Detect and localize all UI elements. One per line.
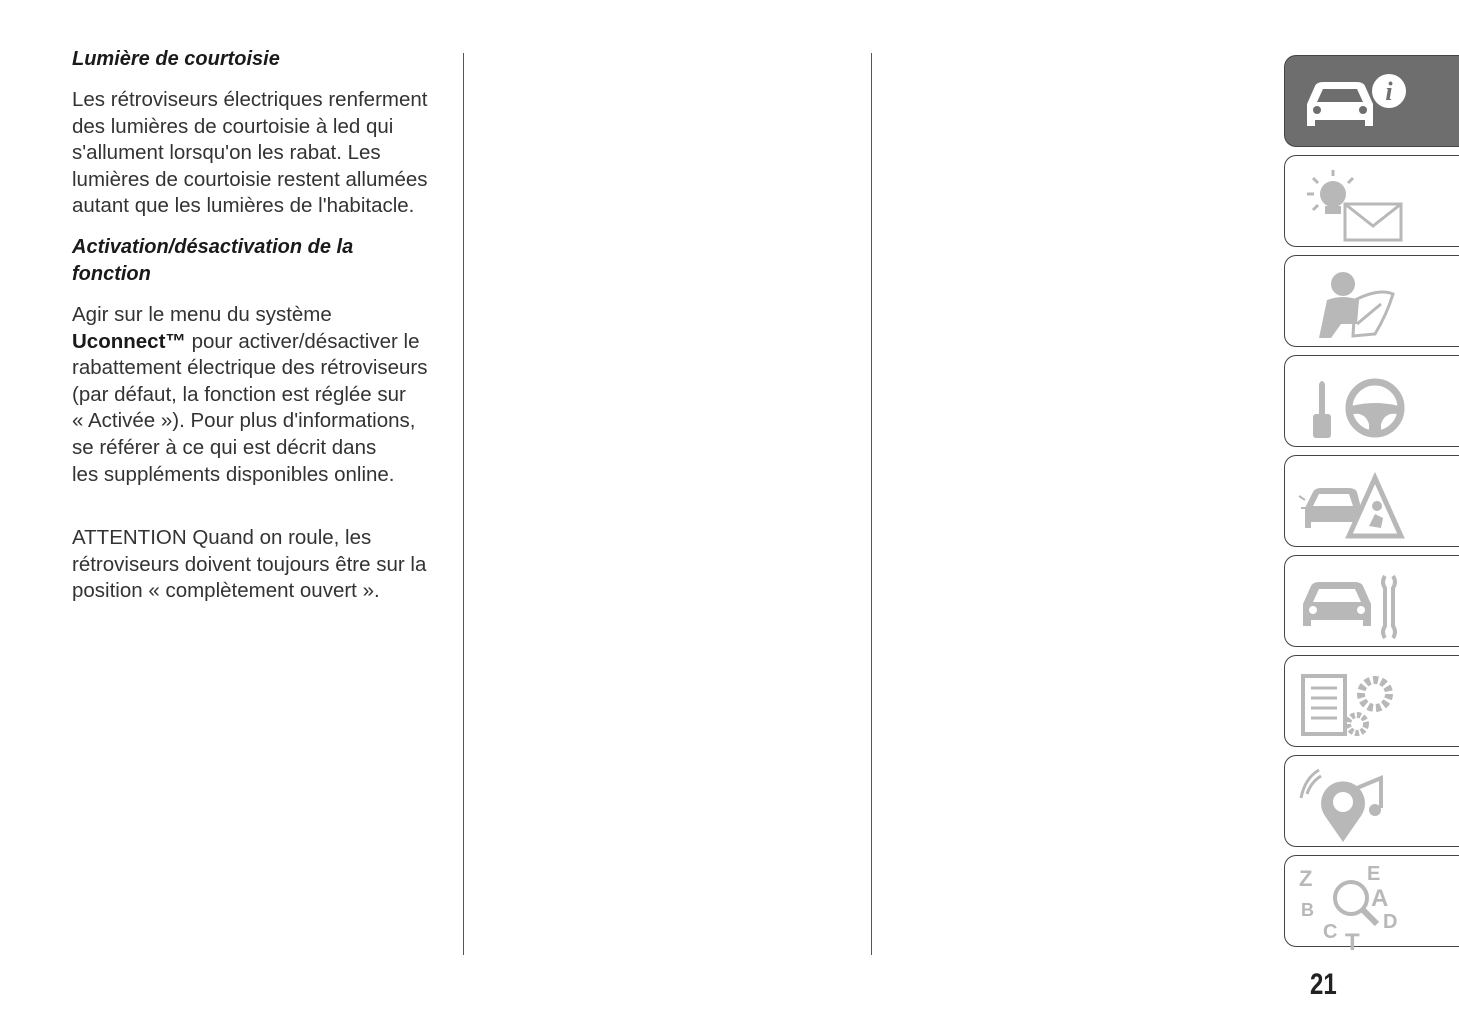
tab-maintenance[interactable] (1284, 555, 1459, 647)
tab-emergency[interactable] (1284, 455, 1459, 547)
text-line (72, 329, 452, 356)
multimedia-music-icon (1297, 764, 1417, 842)
alphabetical-index-icon (1297, 863, 1417, 956)
tab-safety[interactable] (1284, 255, 1459, 347)
text-line: autant que les lumières de l'habitacle. (72, 194, 415, 218)
main-column (72, 46, 452, 619)
text-line: position « complètement ouvert ». (72, 579, 380, 603)
car-info-icon (1297, 64, 1417, 142)
tab-index[interactable] (1284, 855, 1459, 956)
text-line: « Activée »). Pour plus d'informations, (72, 409, 416, 433)
text-line: Agir sur le menu du système (72, 302, 332, 326)
car-service-wrench-icon (1297, 564, 1417, 642)
index-letter: A (1371, 885, 1389, 912)
heading-line: fonction (72, 262, 151, 285)
index-letter: E (1367, 863, 1381, 885)
index-letter: C (1323, 921, 1338, 943)
specifications-gears-icon (1297, 664, 1417, 742)
tab-warning-lights[interactable] (1284, 155, 1459, 247)
uconnect-brand: Uconnect™ (72, 329, 186, 353)
index-letter: Z (1299, 866, 1313, 891)
text-line: ATTENTION Quand on roule, les (72, 526, 372, 550)
column-divider (463, 53, 464, 955)
index-letter: D (1383, 911, 1398, 933)
page-number: 21 (1310, 968, 1337, 1001)
crash-warning-triangle-icon (1297, 464, 1417, 542)
text-fragment: pour activer/désactiver le (185, 329, 420, 353)
warning-light-message-icon (1297, 164, 1417, 242)
tab-technical-data[interactable] (1284, 655, 1459, 747)
courtesy-light-paragraph (72, 87, 452, 220)
svg-text:i: i (1385, 77, 1393, 106)
text-line: se référer à ce qui est décrit dans (72, 435, 377, 459)
key-steering-wheel-icon (1297, 364, 1417, 442)
text-line: (par défaut, la fonction est réglée sur (72, 382, 406, 406)
text-line: rabattement électrique des rétroviseurs (72, 356, 428, 380)
activation-paragraph (72, 302, 452, 488)
index-letter: T (1345, 929, 1360, 956)
text-line: lumières de courtoisie restent allumées (72, 167, 428, 191)
text-line: s'allument lorsqu'on les rabat. Les (72, 141, 381, 165)
section-heading-courtesy-light: Lumière de courtoisie (72, 48, 280, 70)
text-line: rétroviseurs doivent toujours être sur la (72, 552, 427, 576)
section-heading-activation (72, 234, 452, 288)
seat-airbag-icon (1297, 264, 1417, 342)
tab-starting-driving[interactable] (1284, 355, 1459, 447)
text-line: Les rétroviseurs électriques renferment (72, 88, 428, 111)
attention-paragraph (72, 525, 452, 605)
tab-multimedia[interactable] (1284, 755, 1459, 847)
column-divider (871, 53, 872, 955)
text-line: les suppléments disponibles online. (72, 462, 395, 486)
heading-line: Activation/désactivation de la (72, 235, 354, 258)
index-letter: B (1301, 900, 1314, 920)
tab-car-info[interactable] (1284, 55, 1459, 147)
text-line: des lumières de courtoisie à led qui (72, 114, 394, 138)
